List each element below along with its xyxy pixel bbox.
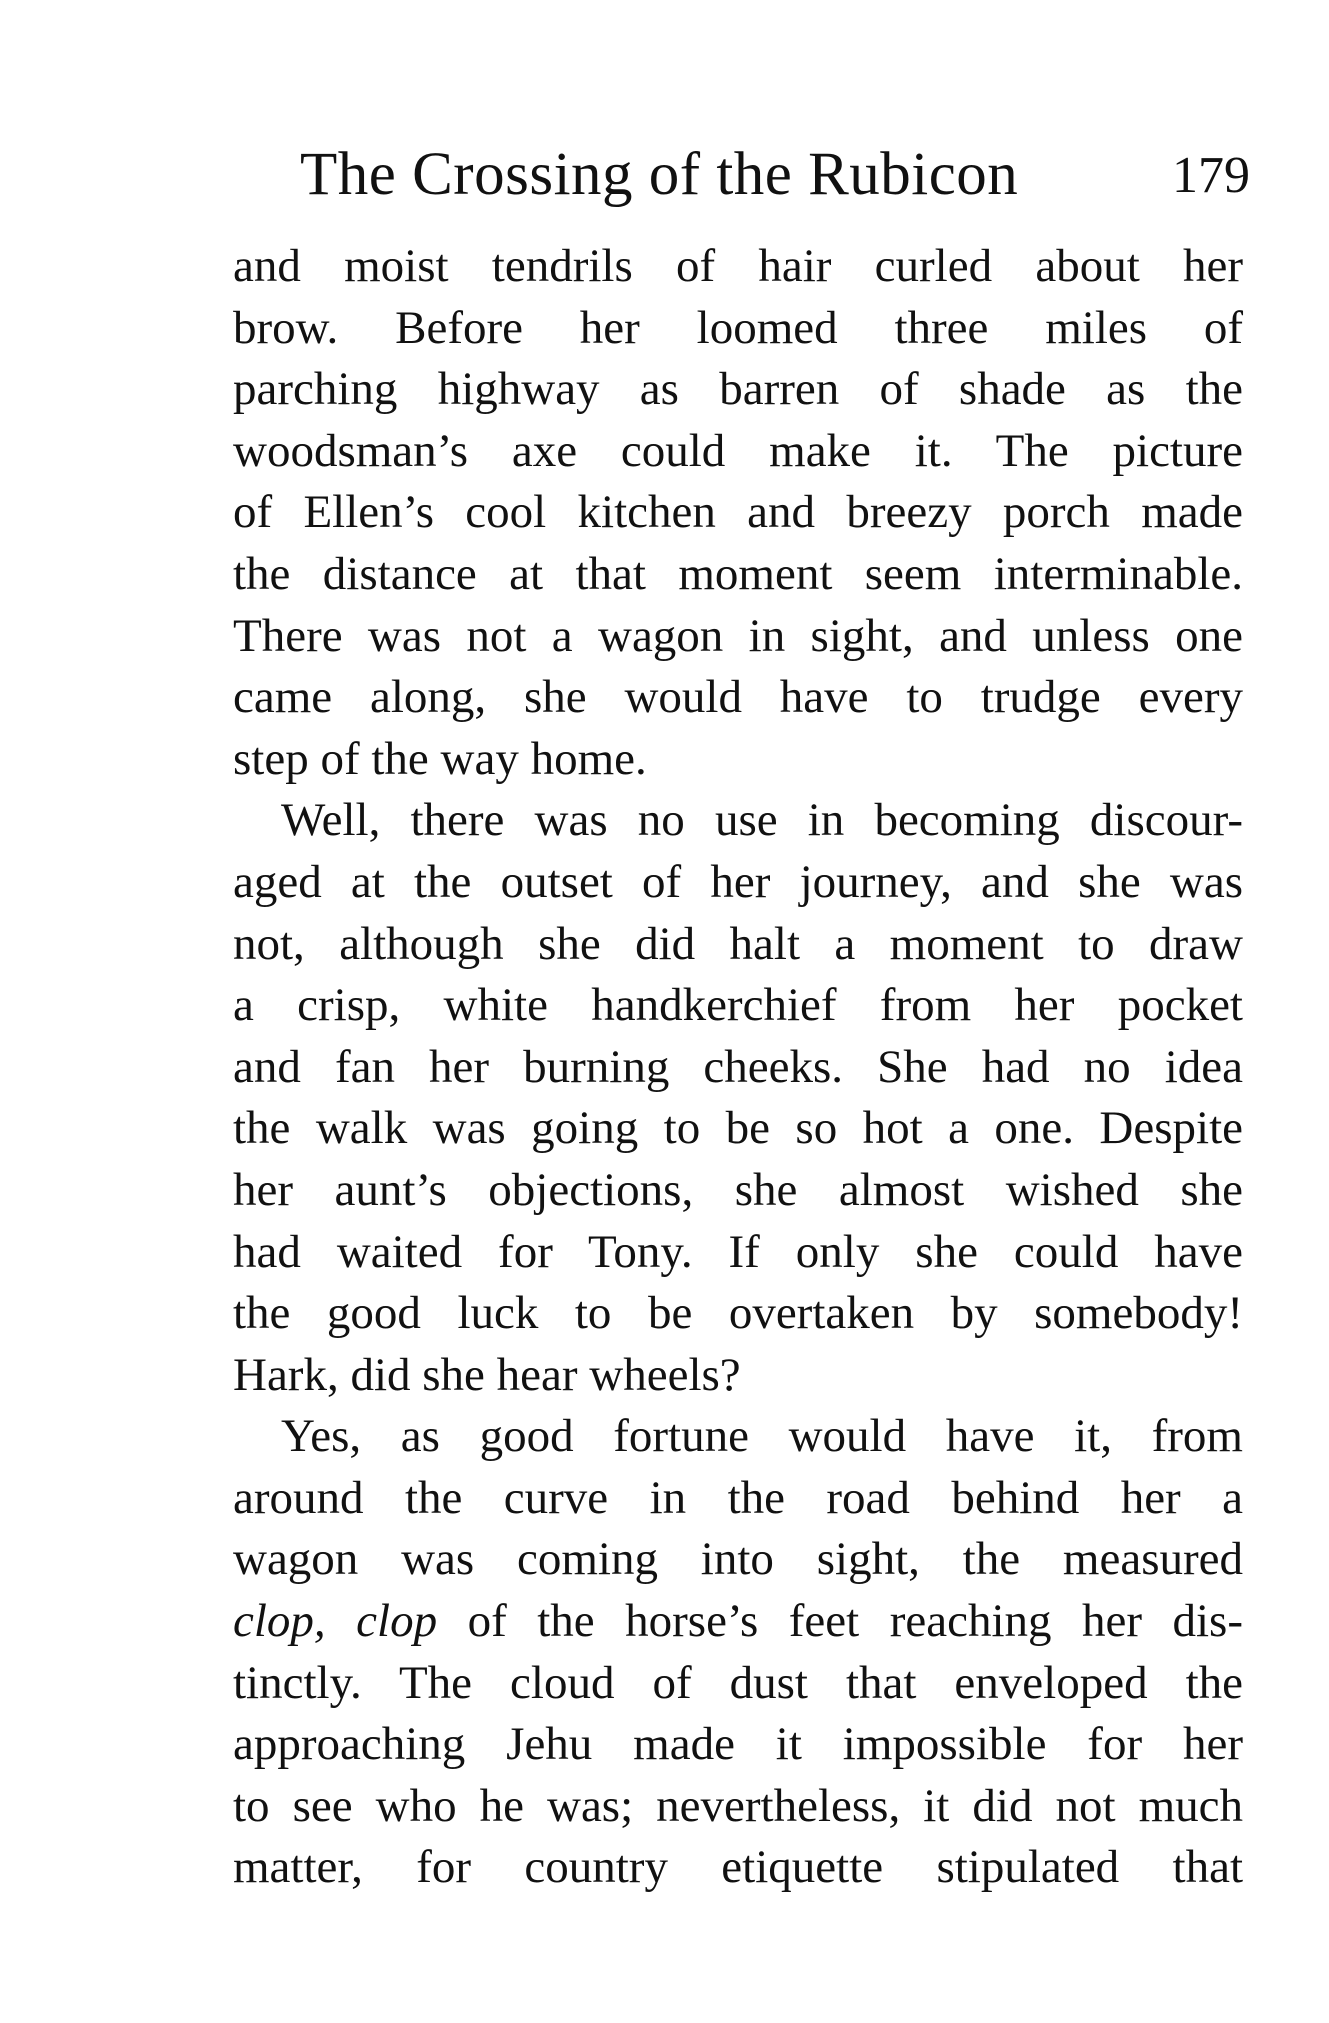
text-line: matter, for country etiquette stipulated that [233, 1841, 1243, 1894]
running-title: The Crossing of the Rubicon [300, 141, 1019, 208]
text-line: not, although she did halt a moment to draw [233, 917, 1243, 970]
text-line: of Ellen’s cool kitchen and breezy porch made [233, 486, 1243, 539]
text-line-with-italic [233, 1591, 1243, 1653]
text-line: Well, there was no use in becoming discour- [281, 794, 1243, 847]
text-line: to see who he was; nevertheless, it did not much [233, 1779, 1243, 1832]
text-line: Yes, as good fortune would have it, from [281, 1410, 1243, 1463]
text-line: had waited for Tony. If only she could have [233, 1225, 1243, 1278]
running-head [300, 140, 1250, 220]
text-line: Hark, did she hear wheels? [233, 1348, 741, 1401]
text-line: the walk was going to be so hot a one. Despite [233, 1102, 1243, 1155]
text-line: and fan her burning cheeks. She had no idea [233, 1040, 1243, 1093]
text-line: a crisp, white handkerchief from her pocket [233, 979, 1243, 1032]
text-line: step of the way home. [233, 732, 647, 785]
text-line: the good luck to be overtaken by somebody! [233, 1287, 1243, 1340]
paragraph-2 [233, 790, 1243, 1406]
text-line: approaching Jehu made it impossible for her [233, 1718, 1243, 1771]
text-line: brow. Before her loomed three miles of [233, 301, 1243, 354]
body-text [233, 236, 1243, 1899]
paragraph-3 [233, 1406, 1243, 1899]
text-line: the distance at that moment seem interminable. [233, 547, 1243, 600]
text-line: There was not a wagon in sight, and unless one [233, 609, 1243, 662]
text-line: wagon was coming into sight, the measured [233, 1533, 1243, 1586]
text-line: parching highway as barren of shade as the [233, 363, 1243, 416]
text-line: tinctly. The cloud of dust that enveloped the [233, 1656, 1243, 1709]
text-line: woodsman’s axe could make it. The picture [233, 424, 1243, 477]
paragraph-1 [233, 236, 1243, 790]
text-line: around the curve in the road behind her a [233, 1471, 1243, 1524]
line-remainder: of the horse’s feet reaching her dis- [437, 1595, 1243, 1648]
text-line: came along, she would have to trudge every [233, 671, 1243, 724]
text-line: her aunt’s objections, she almost wished she [233, 1163, 1243, 1216]
text-line: aged at the outset of her journey, and she was [233, 855, 1243, 908]
text-line: and moist tendrils of hair curled about her [233, 240, 1243, 292]
italic-phrase: clop, clop [233, 1595, 438, 1648]
page-number: 179 [1172, 147, 1250, 204]
